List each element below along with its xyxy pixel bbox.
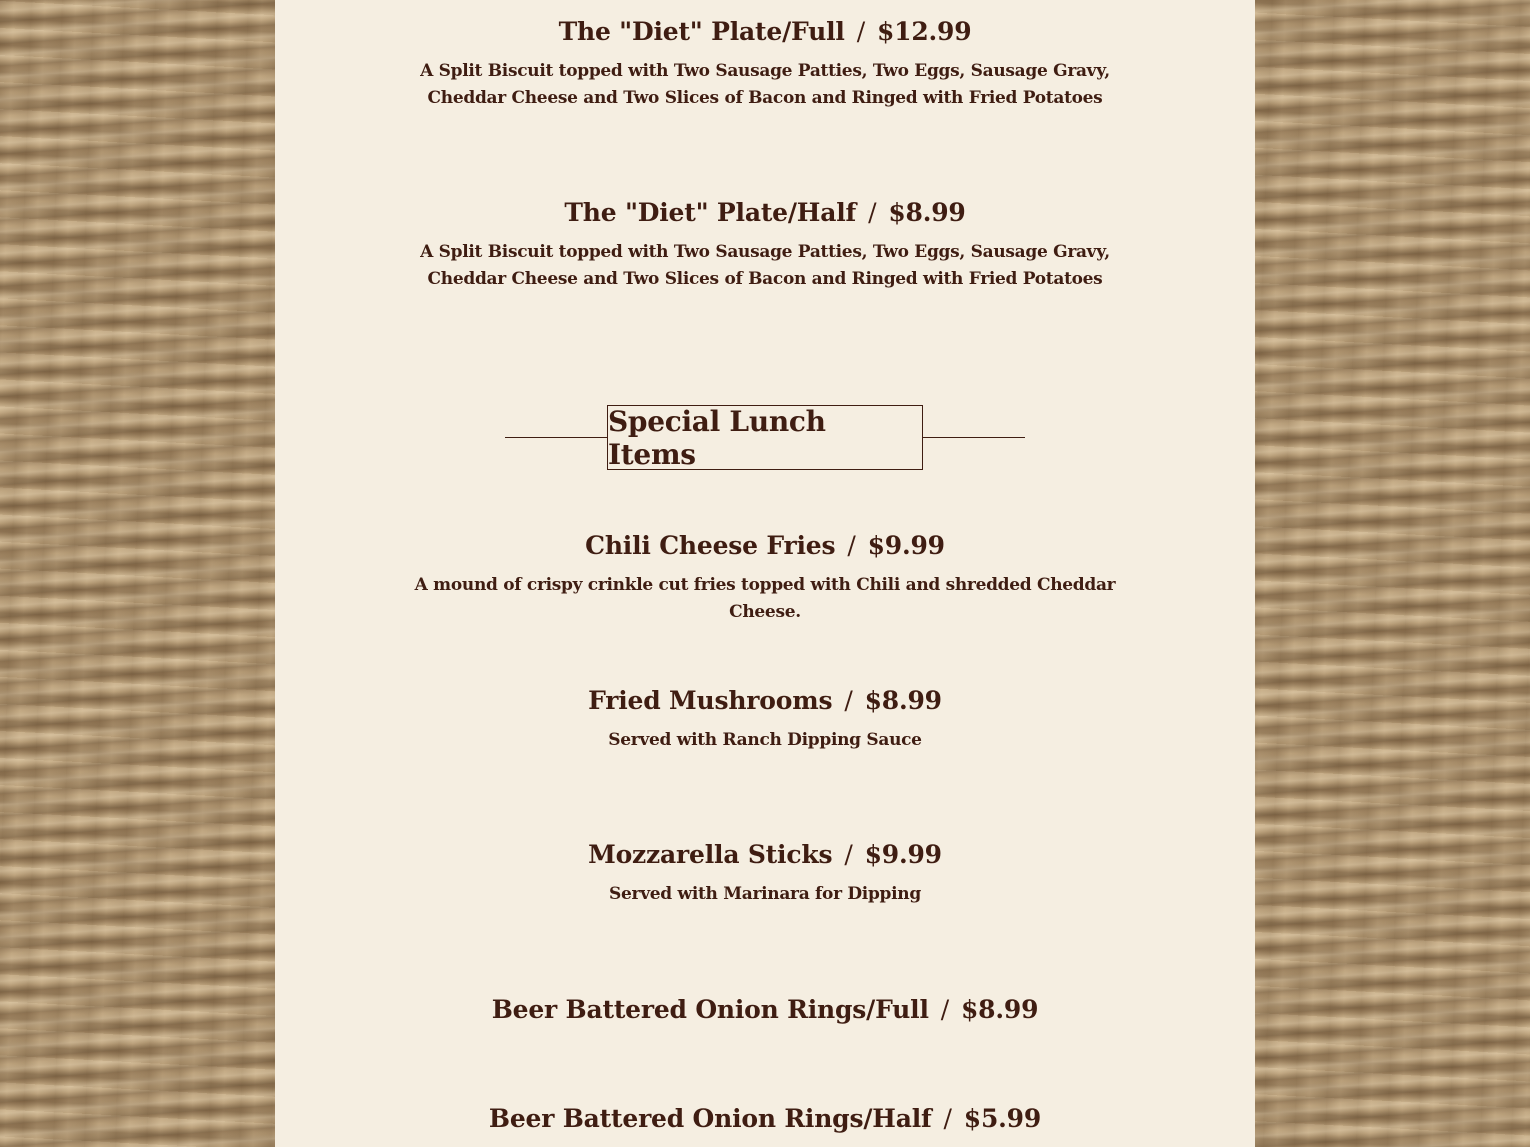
menu-item-price: $12.99	[876, 17, 972, 46]
heading-rule-left	[505, 437, 607, 438]
section-heading	[275, 405, 1255, 470]
menu-item-name: Beer Battered Onion Rings/Full	[491, 995, 929, 1024]
heading-rule-right	[922, 437, 1025, 438]
menu-item-title	[275, 16, 1255, 48]
menu-item-title	[275, 530, 1255, 562]
menu-item-name: The "Diet" Plate/Full	[558, 17, 845, 46]
menu-item-title	[275, 994, 1255, 1026]
menu-item-separator: /	[844, 686, 853, 715]
menu-item-name: Chili Cheese Fries	[585, 531, 836, 560]
menu-item-title	[275, 839, 1255, 871]
menu-item	[275, 685, 1255, 754]
menu-item-name: Beer Battered Onion Rings/Half	[488, 1104, 932, 1133]
menu-item-price: $8.99	[960, 995, 1039, 1024]
menu-item-price: $9.99	[864, 840, 942, 869]
menu-item	[275, 839, 1255, 908]
menu-item	[275, 994, 1255, 1026]
section-heading-title: Special Lunch Items	[607, 405, 923, 470]
menu-item-description: Served with Ranch Dipping Sauce	[608, 730, 922, 750]
menu-item	[275, 530, 1255, 626]
menu-item-title	[275, 1103, 1255, 1135]
menu-item	[275, 16, 1255, 112]
menu-panel	[275, 0, 1255, 1147]
menu-item-separator: /	[868, 198, 877, 227]
menu-item-price: $9.99	[867, 531, 945, 560]
menu-item-separator: /	[856, 17, 865, 46]
menu-item-separator: /	[940, 995, 949, 1024]
menu-item-separator: /	[943, 1104, 952, 1133]
menu-item-separator: /	[844, 840, 853, 869]
menu-item-title	[275, 197, 1255, 229]
menu-item-separator: /	[847, 531, 856, 560]
menu-item-title	[275, 685, 1255, 717]
menu-item-description: A Split Biscuit topped with Two Sausage Patties, Two Eggs, Sausage Gravy, Cheddar Cheese and Two Slices of Bacon and Ringed with Fried Potatoes	[420, 61, 1110, 108]
menu-item	[275, 1103, 1255, 1135]
menu-item	[275, 197, 1255, 293]
menu-item-description: A mound of crispy crinkle cut fries topped with Chili and shredded Cheddar Cheese.	[414, 575, 1116, 622]
menu-item-price: $5.99	[963, 1104, 1042, 1133]
menu-item-name: Fried Mushrooms	[588, 686, 833, 715]
menu-item-description: Served with Marinara for Dipping	[609, 884, 921, 904]
menu-item-price: $8.99	[888, 198, 966, 227]
menu-item-name: Mozzarella Sticks	[588, 840, 833, 869]
menu-item-name: The "Diet" Plate/Half	[564, 198, 857, 227]
menu-item-description: A Split Biscuit topped with Two Sausage Patties, Two Eggs, Sausage Gravy, Cheddar Cheese and Two Slices of Bacon and Ringed with Fried Potatoes	[420, 242, 1110, 289]
menu-item-price: $8.99	[864, 686, 942, 715]
